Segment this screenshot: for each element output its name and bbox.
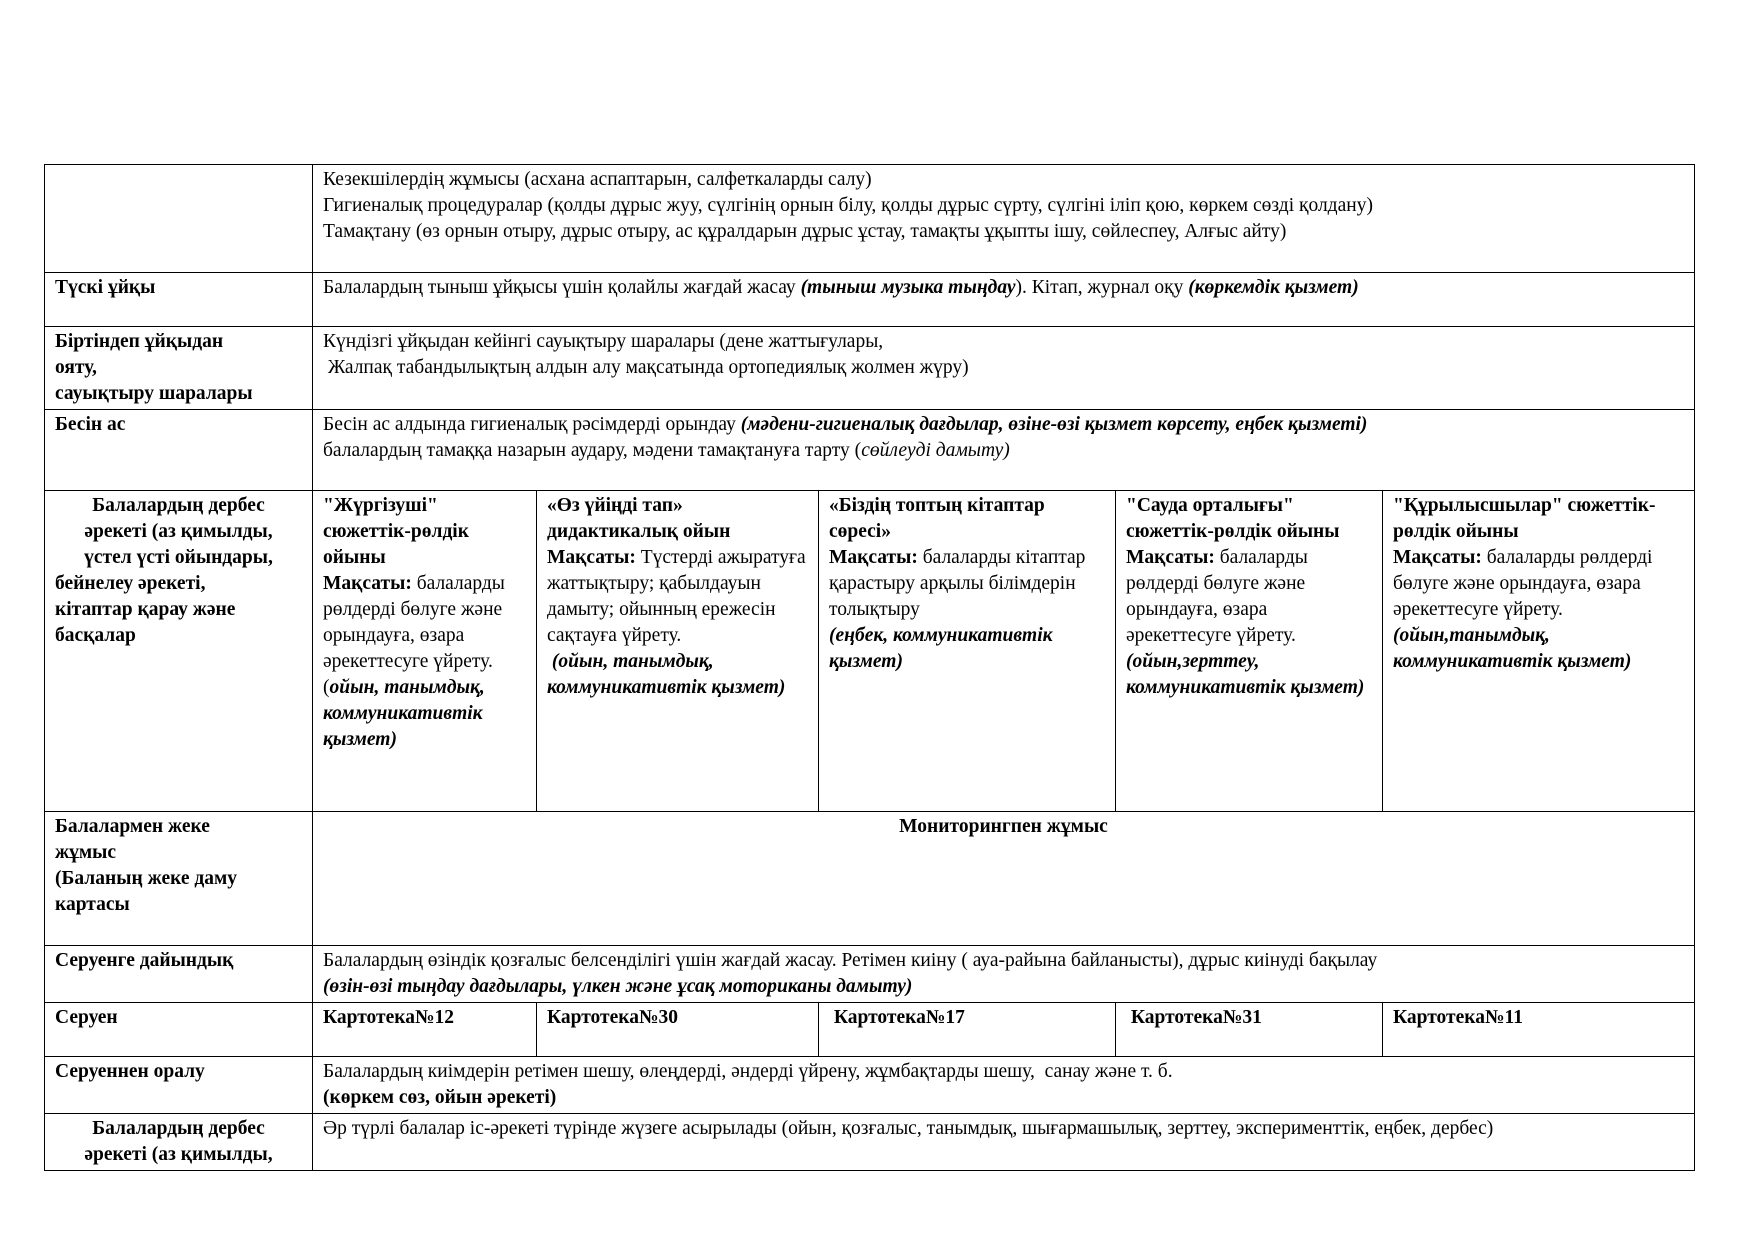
individual-label-line: картасы	[55, 894, 130, 915]
activity-game-5	[1383, 491, 1695, 812]
game-goal-label: Мақсаты:	[829, 547, 918, 568]
game-tag	[1393, 623, 1690, 675]
free-label	[45, 1114, 313, 1171]
activity-label	[45, 491, 313, 812]
meal-label-cell	[45, 165, 313, 273]
return-content	[313, 1057, 1695, 1114]
game-tag	[829, 623, 1105, 675]
return-label: Серуеннен оралу	[45, 1057, 313, 1114]
activity-game-4	[1116, 491, 1383, 812]
game-goal: балаларды рөлдерді бөлуге және орындауға, өзара әрекеттесуге үйрету.	[323, 573, 505, 672]
game-goal-label: Мақсаты:	[1393, 547, 1482, 568]
game-title: "Сауда орталығы" сюжеттік-рөлдік ойыны	[1126, 495, 1340, 542]
game-title: "Жүргізуші" сюжеттік-рөлдік ойыны	[323, 495, 469, 568]
activity-label-line: әрекеті (аз қимылды,	[84, 521, 273, 542]
row-snack	[45, 410, 1695, 491]
row-meal	[45, 165, 1695, 273]
nap-text-2: ). Кітап, журнал оқу	[1015, 277, 1189, 298]
game-tag-text: (ойын, танымдық, коммуникативтік қызмет)	[547, 651, 786, 698]
snack-line-2	[323, 438, 1684, 464]
wake-line: Күндізгі ұйқыдан кейінгі сауықтыру шаралары (дене жаттығулары,	[323, 331, 884, 352]
game-title: "Құрылысшылар" сюжеттік-рөлдік ойыны	[1393, 495, 1656, 542]
game-goal-label: Мақсаты:	[1126, 547, 1215, 568]
game-goal: Түстерді ажыратуға жаттықтыру; қабылдауын дамыту; ойынның ережесін сақтауға үйрету.	[547, 547, 806, 646]
wake-label-line: ояту,	[55, 357, 97, 378]
snack-text-1: Бесін ас алдында гигиеналық рәсімдерді орындау	[323, 414, 741, 435]
game-title: «Өз үйіңді тап» дидактикалық ойын	[547, 495, 731, 542]
return-text: Балалардың киімдерін ретімен шешу, өлеңдерді, әндерді үйрену, жұмбақтарды шешу, санау және т. б.	[323, 1061, 1173, 1082]
wake-label-line: сауықтыру шаралары	[55, 383, 253, 404]
game-goal: балаларды рөлдерді бөлуге және орындауға, өзара әрекеттесуге үйрету.	[1126, 547, 1308, 646]
game-goal: балаларды рөлдерді бөлуге және орындауға, өзара әрекеттесуге үйрету.	[1393, 547, 1653, 620]
game-goal-label: Мақсаты:	[547, 547, 636, 568]
activity-label-line: кітаптар қарау және	[55, 599, 236, 620]
row-individual	[45, 812, 1695, 946]
return-tag: (көркем сөз, ойын әрекеті)	[323, 1087, 557, 1108]
walk-card-2: Картотека№30	[537, 1003, 819, 1057]
game-tag-open: (	[323, 677, 330, 698]
activity-label-line: басқалар	[55, 625, 136, 646]
nap-content	[313, 273, 1695, 327]
nap-text-1: Балалардың тыныш ұйқысы үшін қолайлы жағдай жасау	[323, 277, 801, 298]
row-return	[45, 1057, 1695, 1114]
meal-hygiene-line: Гигиеналық процедуралар (қолды дұрыс жуу, сүлгінің орнын білу, қолды дұрыс сүрту, сүлгіні іліп қою, көркем сөзді қолдану)	[323, 195, 1373, 216]
meal-content-cell	[313, 165, 1695, 273]
walk-card-3: Картотека№17	[819, 1003, 1116, 1057]
game-goal: балаларды кітаптар қарастыру арқылы білімдерін толықтыру	[829, 547, 1086, 620]
walk-card-1: Картотека№12	[313, 1003, 537, 1057]
walk-card-4: Картотека№31	[1116, 1003, 1383, 1057]
individual-label	[45, 812, 313, 946]
free-label-line: әрекеті (аз қимылды,	[84, 1144, 273, 1165]
individual-label-line: жұмыс	[55, 842, 117, 863]
row-walk-prep	[45, 946, 1695, 1003]
prep-tag: (өзін-өзі тыңдау дағдылары, үлкен және ұсақ моториканы дамыту)	[323, 976, 913, 997]
row-nap	[45, 273, 1695, 327]
row-free-activity	[45, 1114, 1695, 1171]
prep-label: Серуенге дайындық	[45, 946, 313, 1003]
activity-label-line: үстел үсті ойындары,	[84, 547, 273, 568]
snack-line-1	[323, 412, 1684, 438]
activity-label-line: Балалардың дербес	[92, 495, 265, 516]
activity-game-3	[819, 491, 1116, 812]
game-tag	[547, 649, 808, 701]
game-tag-text: ойын, танымдық, коммуникативтік қызмет)	[323, 677, 485, 750]
game-tag	[323, 675, 526, 753]
nap-tag-2: (көркемдік қызмет)	[1188, 277, 1359, 298]
individual-label-line: (Баланың жеке даму	[55, 868, 238, 889]
nap-tag-1: (тыныш музыка тыңдау	[800, 277, 1016, 298]
walk-card-5: Картотека№11	[1383, 1003, 1695, 1057]
activity-label-line: бейнелеу әрекеті,	[55, 573, 206, 594]
row-walk	[45, 1003, 1695, 1057]
free-content: Әр түрлі балалар іс-әрекеті түрінде жүзеге асырылады (ойын, қозғалыс, танымдық, шығармашылық, зерттеу, эксперименттік, еңбек, дербес)	[313, 1114, 1695, 1171]
wake-line: Жалпақ табандылықтың алдын алу мақсатында ортопедиялық жолмен жүру)	[323, 357, 969, 378]
individual-label-line: Балалармен жеке	[55, 816, 210, 837]
activity-game-1	[313, 491, 537, 812]
snack-tag-1: (мәдени-гигиеналық дағдылар, өзіне-өзі қызмет көрсету, еңбек қызметі)	[740, 414, 1368, 435]
row-wake	[45, 327, 1695, 410]
row-activity	[45, 491, 1695, 812]
wake-label-line: Біртіндеп ұйқыдан	[55, 331, 224, 352]
individual-content: Мониторингпен жұмыс	[313, 812, 1695, 946]
wake-label	[45, 327, 313, 410]
prep-text: Балалардың өзіндік қозғалыс белсенділігі үшін жағдай жасау. Ретімен киіну ( ауа-райына байланысты), дұрыс киінуді бақылау	[323, 950, 1378, 971]
snack-content	[313, 410, 1695, 491]
wake-content	[313, 327, 1695, 410]
game-tag-text: (ойын,зерттеу, коммуникативтік қызмет)	[1126, 651, 1365, 698]
snack-label: Бесін ас	[45, 410, 313, 491]
nap-label: Түскі ұйқы	[45, 273, 313, 327]
game-tag	[1126, 649, 1372, 701]
daily-schedule-table	[44, 164, 1695, 1171]
game-tag-text: (еңбек, коммуникативтік қызмет)	[829, 625, 1053, 672]
prep-content	[313, 946, 1695, 1003]
free-label-line: Балалардың дербес	[92, 1118, 265, 1139]
meal-eating-line: Тамақтану (өз орнын отыру, дұрыс отыру, ас құралдарын дұрыс ұстау, тамақты ұқыпты ішу, сөйлеспеу, Алғыс айту)	[323, 221, 1287, 242]
activity-game-2	[537, 491, 819, 812]
walk-label: Серуен	[45, 1003, 313, 1057]
snack-tag-2: сөйлеуді дамыту)	[861, 440, 1010, 461]
snack-text-2: балалардың тамаққа назарын аудару, мәдени тамақтануға тарту (	[323, 440, 862, 461]
game-title: «Біздің топтың кітаптар сөресі»	[829, 495, 1045, 542]
game-goal-label: Мақсаты:	[323, 573, 412, 594]
game-tag-text: (ойын,танымдық, коммуникативтік қызмет)	[1393, 625, 1632, 672]
meal-duty-line: Кезекшілердің жұмысы (асхана аспаптарын, салфеткаларды салу)	[323, 169, 872, 190]
